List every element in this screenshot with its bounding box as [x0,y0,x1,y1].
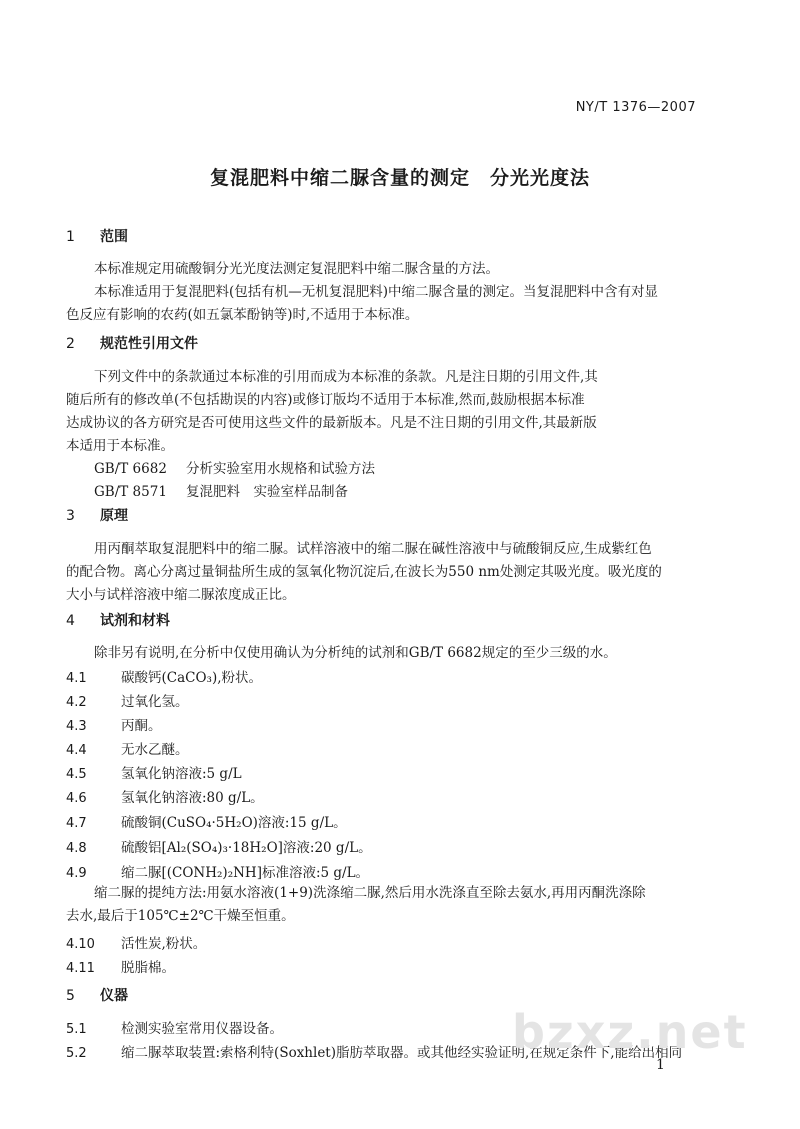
section-5-heading [66,985,128,1005]
section-1-paragraph-1: 本标准规定用硫酸铜分光光度法测定复混肥料中缩二脲含量的方法。 [94,261,499,277]
item-number: 5.2 [66,1046,87,1061]
list-item [66,811,347,831]
section-1-heading [66,226,128,246]
item-text: 无水乙醚。 [121,742,189,758]
section-2-paragraph-line-3: 达成协议的各方研究是否可使用这些文件的最新版本。凡是不注日期的引用文件,其最新版 [66,415,597,431]
section-title: 范围 [100,229,128,245]
item-text: 检测实验室常用仪器设备。 [121,1021,283,1037]
section-number: 3 [66,508,75,524]
item-number: 4.11 [66,961,95,976]
item-number: 4.8 [66,841,87,856]
item-text: 缩二脲萃取装置:索格利特(Soxhlet)脂肪萃取器。或其他经实验证明,在规定条件下,能给出相同 [121,1045,683,1061]
item-number: 4.1 [66,671,87,686]
item-number: 4.7 [66,816,87,831]
item-text: 活性炭,粉状。 [121,936,207,952]
watermark: bzxz.net [512,1005,748,1059]
list-item [66,932,206,952]
section-2-paragraph-line-1: 下列文件中的条款通过本标准的引用而成为本标准的条款。凡是注日期的引用文件,其 [94,369,598,385]
item-number: 4.4 [66,743,87,758]
standard-code: NY/T 1376—2007 [575,100,696,115]
section-3-line-3: 大小与试样溶液中缩二脲浓度成正比。 [66,587,296,603]
section-number: 2 [66,336,75,352]
list-item [66,690,189,710]
section-2-paragraph-line-4: 本适用于本标准。 [66,438,174,454]
list-item [66,738,189,758]
section-1-paragraph-2-line-2: 色反应有影响的农药(如五氯苯酚钠等)时,不适用于本标准。 [66,307,419,323]
list-item [66,762,242,782]
item-number: 4.10 [66,937,95,952]
item-text: 缩二脲[(CONH₂)₂NH]标准溶液:5 g/L。 [121,865,370,881]
list-item [66,786,264,806]
reference-item [94,457,375,481]
reference-title: 分析实验室用水规格和试验方法 [186,461,375,477]
item-number: 4.6 [66,791,87,806]
item-text: 过氧化氢。 [121,694,189,710]
item-text: 脱脂棉。 [121,960,175,976]
list-item [66,666,262,686]
section-title: 仪器 [100,988,128,1004]
item-number: 4.3 [66,719,87,734]
item-text: 硫酸铜(CuSO₄·5H₂O)溶液:15 g/L。 [121,815,347,831]
section-2-heading [66,333,198,353]
biuret-purification-note-line-1: 缩二脲的提纯方法:用氨水溶液(1+9)洗涤缩二脲,然后用水洗涤直至除去氨水,再用丙酮洗涤除 [94,885,646,901]
page-number: 1 [656,1057,665,1073]
item-text: 硫酸铝[Al₂(SO₄)₃·18H₂O]溶液:20 g/L。 [121,840,372,856]
list-item [66,836,372,856]
reference-code: GB/T 8571 [94,484,167,500]
list-item [66,956,175,976]
section-3-heading [66,505,128,525]
item-text: 氢氧化钠溶液:80 g/L。 [121,790,264,806]
list-item [66,861,369,881]
item-number: 4.9 [66,866,87,881]
reference-item [94,480,348,504]
section-number: 1 [66,229,75,245]
section-title: 试剂和材料 [100,613,170,629]
section-3-line-1: 用丙酮萃取复混肥料中的缩二脲。试样溶液中的缩二脲在碱性溶液中与硫酸铜反应,生成紫红色 [94,541,652,557]
biuret-purification-note-line-2: 去水,最后于105℃±2℃干燥至恒重。 [66,908,295,924]
item-text: 丙酮。 [121,718,162,734]
item-text: 碳酸钙(CaCO₃),粉状。 [121,670,263,686]
reference-code: GB/T 6682 [94,461,167,477]
section-4-intro: 除非另有说明,在分析中仅使用确认为分析纯的试剂和GB/T 6682规定的至少三级的水。 [94,645,617,661]
section-number: 4 [66,613,75,629]
list-item [66,1017,283,1037]
item-number: 4.2 [66,695,87,710]
section-2-paragraph-line-2: 随后所有的修改单(不包括勘误的内容)或修订版均不适用于本标准,然而,鼓励根据本标准 [66,392,585,408]
document-title: 复混肥料中缩二脲含量的测定 分光光度法 [209,167,590,189]
section-4-heading [66,610,170,630]
reference-title: 复混肥料 实验室样品制备 [186,484,348,500]
item-text: 氢氧化钠溶液:5 g/L [121,766,242,782]
list-item [66,714,162,734]
section-3-line-2: 的配合物。离心分离过量铜盐所生成的氢氧化物沉淀后,在波长为550 nm处测定其吸光度。吸光度的 [66,564,662,580]
item-number: 4.5 [66,767,87,782]
section-1-paragraph-2-line-1: 本标准适用于复混肥料(包括有机—无机复混肥料)中缩二脲含量的测定。当复混肥料中含有对显 [94,284,659,300]
section-number: 5 [66,988,75,1004]
section-title: 原理 [100,508,128,524]
section-title: 规范性引用文件 [100,336,198,352]
item-number: 5.1 [66,1022,87,1037]
